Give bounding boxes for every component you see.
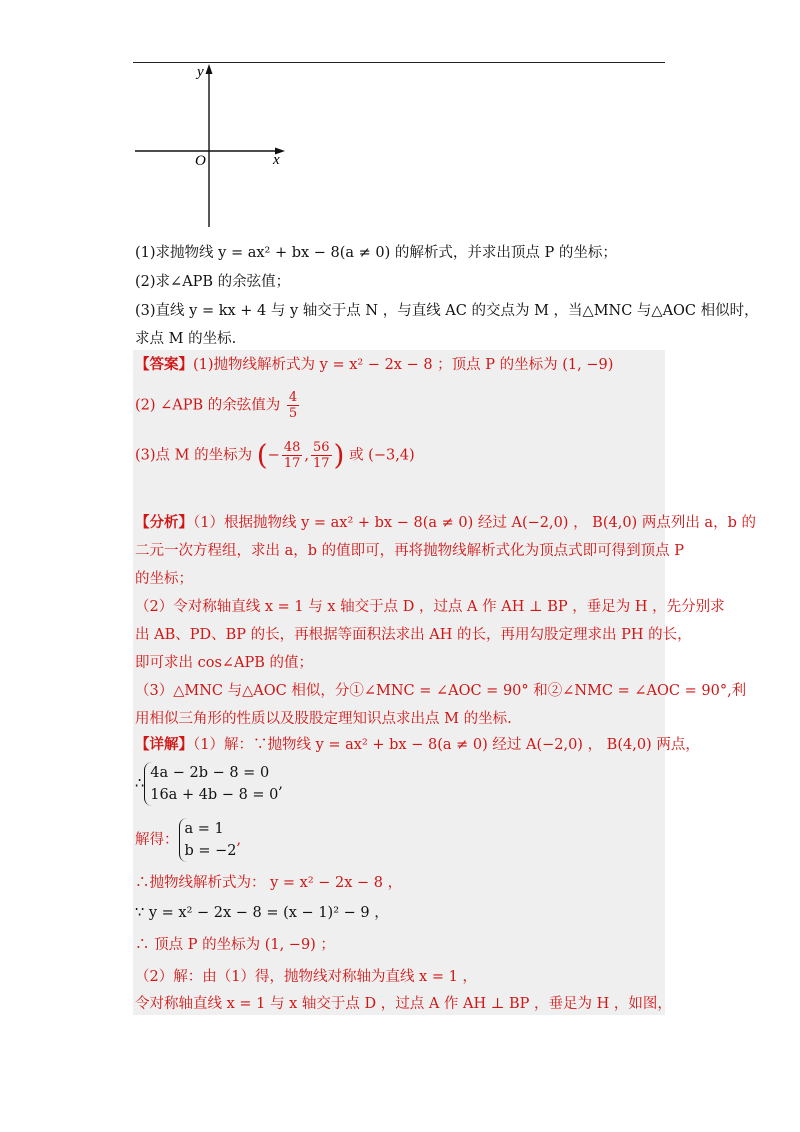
answer-3-suffix: 或 (−3,4)	[349, 447, 415, 464]
answer-1: (1)抛物线解析式为 y = x² − 2x − 8 ；顶点 P 的坐标为 (1, −9)	[193, 357, 614, 373]
answer-3-fraction-y	[311, 440, 332, 471]
answer-2-fraction	[287, 390, 299, 421]
solution-system: 解得： a = 1 b = −2 ,	[135, 818, 241, 862]
analysis-line-1	[135, 512, 756, 534]
answer-line-2	[135, 390, 301, 421]
y-axis-label: y	[197, 64, 204, 80]
detail-tag: 【详解】	[135, 736, 193, 753]
x-axis-label: x	[273, 152, 280, 168]
analysis-text: （1）根据抛物线 y = ax² + bx − 8(a ≠ 0) 经过 A(−2,0) ， B(4,0) 两点列出 a，b 的	[193, 515, 756, 531]
origin-label: O	[195, 153, 206, 169]
analysis-line-2: 二元一次方程组，求出 a，b 的值即可，再将抛物线解析式化为顶点式即可得到顶点 P	[135, 543, 685, 559]
fraction-denominator: 5	[288, 406, 298, 421]
detail-vertex-form: ∵ y = x² − 2x − 8 = (x − 1)² − 9 ，	[135, 905, 389, 921]
answer-3-prefix: (3)点 M 的坐标为	[135, 447, 253, 464]
answer-2-prefix: (2) ∠APB 的余弦值为	[135, 397, 281, 414]
system-brace	[144, 762, 278, 806]
detail-line-1	[135, 734, 700, 756]
question-3-line1: (3)直线 y = kx + 4 与 y 轴交于点 N ，与直线 AC 的交点为 M ，当△MNC 与△AOC 相似时，	[135, 303, 759, 319]
detail-vertex: ∴ 顶点 P 的坐标为 (1, −9) ；	[135, 937, 335, 953]
fraction-numerator: 4	[288, 390, 298, 405]
analysis-line-3: 的坐标；	[135, 571, 193, 587]
fraction-denominator: 17	[283, 456, 301, 471]
answer-line-1	[135, 354, 613, 376]
equation-2: 16a + 4b − 8 = 0	[150, 787, 279, 803]
answer-line-3: (3)点 M 的坐标为 (− $\frac{48}{17}$ , $\frac{56}{17}$ ) 或 (−3,4)	[135, 438, 415, 472]
analysis-tag: 【分析】	[135, 514, 193, 531]
equation-2: b = −2	[184, 843, 237, 859]
detail-text: （1）解：∵抛物线 y = ax² + bx − 8(a ≠ 0) 经过 A(−2,0) ， B(4,0) 两点，	[193, 737, 700, 753]
equation-1: 4a − 2b − 8 = 0	[150, 765, 270, 781]
analysis-line-5: 出 AB、PD、BP 的长，再根据等面积法求出 AH 的长，再用勾股定理求出 PH 的长，	[135, 627, 692, 643]
detail-expr: ∴抛物线解析式为： y = x² − 2x − 8 ，	[135, 875, 403, 891]
answer-3-fraction-x	[282, 440, 303, 471]
analysis-line-4: （2）令对称轴直线 x = 1 与 x 轴交于点 D ，过点 A 作 AH ⊥ BP ，垂足为 H ，先分别求	[135, 599, 725, 615]
question-3-line2: 求点 M 的坐标.	[135, 331, 237, 347]
fraction-numerator: 48	[283, 440, 301, 455]
equation-1: a = 1	[184, 821, 224, 837]
answer-tag: 【答案】	[135, 356, 193, 373]
fraction-numerator: 56	[312, 440, 330, 455]
question-1: (1)求抛物线 y = ax² + bx − 8(a ≠ 0) 的解析式，并求出顶点 P 的坐标；	[135, 245, 617, 261]
system-brace	[179, 818, 237, 862]
solution-panel	[133, 350, 756, 1015]
analysis-line-8: 用相似三角形的性质以及股股定理知识点求出点 M 的坐标.	[135, 711, 512, 727]
fraction-denominator: 17	[312, 456, 330, 471]
detail-q2-line1: （2）解：由（1）得，抛物线对称轴为直线 x = 1 ，	[135, 969, 477, 985]
solve-label: 解得：	[135, 832, 179, 848]
analysis-line-7: （3）△MNC 与△AOC 相似，分①∠MNC = ∠AOC = 90° 和②∠NMC = ∠AOC = 90°,利	[135, 683, 747, 699]
equation-system-1: ∴ 4a − 2b − 8 = 0 16a + 4b − 8 = 0 ,	[135, 762, 283, 806]
analysis-line-6: 即可求出 cos∠APB 的值；	[135, 655, 314, 671]
coordinate-axes	[133, 62, 293, 232]
question-2: (2)求∠APB 的余弦值；	[135, 274, 291, 290]
detail-q2-line2: 令对称轴直线 x = 1 与 x 轴交于点 D ，过点 A 作 AH ⊥ BP ，垂足为 H ，如图，	[135, 996, 672, 1012]
